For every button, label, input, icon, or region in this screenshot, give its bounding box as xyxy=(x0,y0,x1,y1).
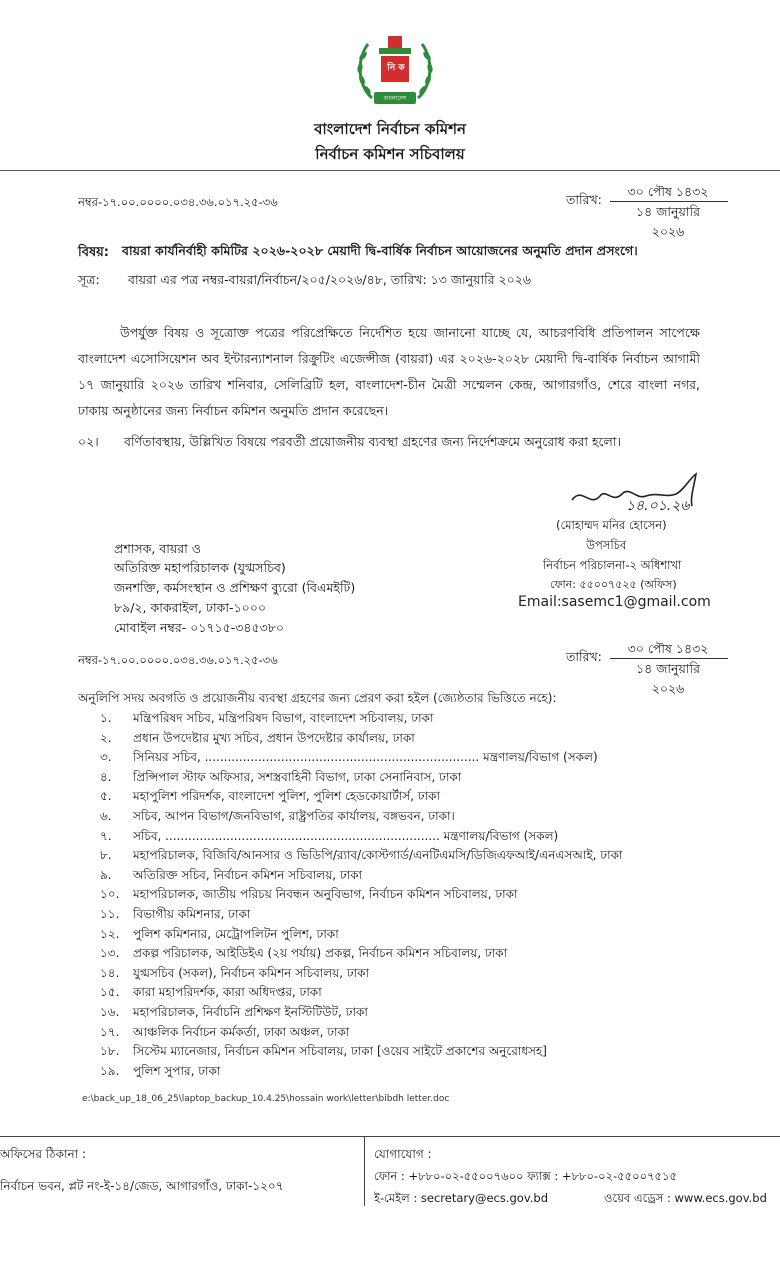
copy-item-number: ১১. xyxy=(100,907,120,921)
file-path: e:\back_up_18_06_25\laptop_backup_10.4.25\hossain work\letter\bibdh letter.doc xyxy=(82,1094,450,1104)
copy-item-number: ৭. xyxy=(100,828,112,843)
copy-item-number: ১৯. xyxy=(100,1063,120,1078)
reference-label: সূত্র: xyxy=(78,272,100,287)
copy-intro: অনুলিপি সদয় অবগতি ও প্রয়োজনীয় ব্যবস্থা গ্রহণের জন্য প্রেরণ করা হইল (জ্যেষ্ঠতার ভিত্তিতে নহে): xyxy=(78,691,557,705)
signatory-designation: উপসচিব xyxy=(586,538,627,552)
copy-item-text: সচিব, আপন বিভাগ/জনবিভাগ, রাষ্ট্রপতির কার্যালয়, বঙ্গভবন, ঢাকা। xyxy=(133,809,455,823)
copy-item-text: বিভাগীয় কমিশনার, ঢাকা xyxy=(133,907,251,921)
memo-number-copy: নম্বর-১৭.০০.০০০০.০৩৪.৩৬.০১৭.২৫-৩৬ xyxy=(78,653,278,667)
copy-item-text: অতিরিক্ত সচিব, নির্বাচন কমিশন সচিবালয়, ঢাকা xyxy=(133,867,363,882)
footer-vertical-divider xyxy=(364,1136,365,1206)
signatory-name: (মোহাম্মদ মনির হোসেন) xyxy=(556,518,667,532)
recipient-line-2: অতিরিক্ত মহাপরিচালক (যুগ্মসচিব) xyxy=(114,560,286,575)
footer-office-label: অফিসের ঠিকানা : xyxy=(0,1147,86,1161)
copy-item-text: মহাপরিচালক, জাতীয় পরিচয় নিবন্ধন অনুবিভাগ, নির্বাচন কমিশন সচিবালয়, ঢাকা xyxy=(133,887,518,902)
footer-office-address: নির্বাচন ভবন, প্লট নং-ই-১৪/জেড, আগারগাঁও, ঢাকা-১২০৭ xyxy=(0,1179,284,1193)
copy-item-number: ১৫. xyxy=(100,985,120,1000)
copy-item-number: ৪. xyxy=(100,769,112,784)
copy-item-text: মহাপরিচালক, নির্বাচনি প্রশিক্ষণ ইনস্টিটিউট, ঢাকা xyxy=(133,1005,368,1019)
body-paragraph-1: উপর্যুক্ত বিষয় ও সূত্রোক্ত পত্রের পরিপ্রেক্ষিতে নির্দেশিত হয়ে জানানো যাচ্ছে যে, আচরণবিধি প্রতিপালন সাপেক্ষে বাংলাদেশ এসোসিয়েশন অব ইন্টারন্যাশনাল রিক্রুটিং এজেন্সীজ (বায়রা) এর ২০২৬-২০২৮ মেয়াদী দ্বি-বার্ষিক নির্বাচন আগামী ১৭ জানুয়ারি ২০২৬ তারিখ শনিবার, সেলিব্রিটি হল, বাংলাদেশ-চীন মৈত্রী সম্মেলন কেন্দ্র, আগারগাঁও, শেরে বাংলা নগর, ঢাকায় অনুষ্ঠানের জন্য নির্বাচন কমিশন অনুমতি প্রদান করেছেন। xyxy=(78,325,700,418)
logo-letters: নি ক xyxy=(387,63,405,73)
copy-item-number: ৮. xyxy=(100,848,112,863)
copy-item-text: মন্ত্রিপরিষদ সচিব, মন্ত্রিপরিষদ বিভাগ, বাংলাদেশ সচিবালয়, ঢাকা xyxy=(133,711,434,725)
copy-item-text: কারা মহাপরিদর্শক, কারা অধিদপ্তর, ঢাকা xyxy=(133,985,322,1000)
memo-number: নম্বর-১৭.০০.০০০০.০৩৪.৩৬.০১৭.২৫-৩৬ xyxy=(78,195,278,209)
copy-item-number: ৬. xyxy=(100,809,112,823)
recipient-line-3: জনশক্তি, কর্মসংস্থান ও প্রশিক্ষণ ব্যুরো (বিএমইটি) xyxy=(114,580,356,595)
copy-item-text: প্রধান উপদেষ্টার মুখ্য সচিব, প্রধান উপদেষ্টার কার্যালয়, ঢাকা xyxy=(133,730,415,745)
date-english-copy: ১৪ জানুয়ারি ২০২৬ xyxy=(636,661,700,696)
copy-item-text: সিস্টেম ম্যানেজার, নির্বাচন কমিশন সচিবালয়, ঢাকা [ওয়েব সাইটে প্রকাশের অনুরোধসহ] xyxy=(133,1044,547,1059)
copy-item-text: পুলিশ কমিশনার, মেট্রোপলিটন পুলিশ, ঢাকা xyxy=(133,926,339,941)
date-english: ১৪ জানুয়ারি ২০২৬ xyxy=(636,204,700,239)
org-name: বাংলাদেশ নির্বাচন কমিশন xyxy=(314,120,466,138)
copy-item-text: পুলিশ সুপার, ঢাকা xyxy=(133,1063,221,1078)
recipient-line-4: ৮৯/২, কাকরাইল, ঢাকা-১০০০ xyxy=(114,600,266,615)
copy-item-text: সিনিয়র সচিব, ........................................................................ মন্ত্রণালয়/বিভাগ (সকল) xyxy=(133,750,598,765)
copy-item-number: ১৪. xyxy=(100,965,120,980)
copy-item-number: ১. xyxy=(100,711,112,725)
copy-item-text: আঞ্চলিক নির্বাচন কর্মকর্তা, ঢাকা অঞ্চল, ঢাকা xyxy=(133,1024,350,1039)
copy-item-number: ১৭. xyxy=(100,1024,120,1039)
recipient-line-1: প্রশাসক, বায়রা ও xyxy=(114,541,201,556)
reference-text: বায়রা এর পত্র নম্বর-বায়রা/নির্বাচন/২০৫/২০২৬/৪৮, তারিখ: ১৩ জানুয়ারি ২০২৬ xyxy=(128,272,532,287)
copy-item-number: ৯. xyxy=(100,867,112,882)
memo-date xyxy=(566,184,736,239)
date-label-copy: তারিখ: xyxy=(566,649,602,664)
memo-date-copy xyxy=(566,641,736,696)
signatory-branch: নির্বাচন পরিচালনা-২ অধিশাখা xyxy=(543,558,682,572)
date-label: তারিখ: xyxy=(566,192,602,207)
copy-item-text: মহাপরিচালক, বিজিবি/আনসার ও ভিডিপি/র‌্যাব/কোস্টগার্ড/এনটিএমসি/ডিজিএফআই/এনএসআই, ঢাকা xyxy=(133,848,623,863)
copy-item-text: মহাপুলিশ পরিদর্শক, বাংলাদেশ পুলিশ, পুলিশ হেডকোয়ার্টার্স, ঢাকা xyxy=(133,789,440,804)
copy-item-number: ১০. xyxy=(100,887,120,902)
logo-ribbon-text: বাংলাদেশ xyxy=(383,95,407,102)
signatory-email[interactable] xyxy=(518,594,711,610)
date-bangla: ৩০ পৌষ ১৪৩২ xyxy=(627,184,709,199)
copy-item-number: ১৮. xyxy=(100,1044,120,1059)
para2-number: ০২। xyxy=(78,434,99,449)
footer-divider xyxy=(0,1136,780,1137)
copy-item-number: ৩. xyxy=(100,750,112,765)
recipient-line-5: মোবাইল নম্বর- ০১৭১৫-৩৪৫৩৮০ xyxy=(114,620,285,635)
copy-item-number: ৫. xyxy=(100,789,112,804)
footer-contact-label: যোগাযোগ : xyxy=(374,1147,432,1161)
date-divider xyxy=(610,201,728,202)
copy-item-number: ২. xyxy=(100,730,112,745)
copy-item-text: যুগ্মসচিব (সকল), নির্বাচন কমিশন সচিবালয়, ঢাকা xyxy=(133,965,370,980)
copy-item-number: ১৬. xyxy=(100,1005,120,1019)
header-divider xyxy=(0,170,780,171)
signature-date: ১৪.০১.২৬ xyxy=(626,498,690,514)
copy-item-text: প্রকল্প পরিচালক, আইডিইএ (২য় পর্যায়) প্রকল্প, নির্বাচন কমিশন সচিবালয়, ঢাকা xyxy=(133,946,508,961)
copy-item-number: ১২. xyxy=(100,926,120,941)
footer-email[interactable]: ই-মেইল : secretary@ecs.gov.bd xyxy=(374,1191,548,1205)
copy-item-text: সচিব, ........................................................................ মন্ত্রণালয়/বিভাগ (সকল) xyxy=(133,828,559,843)
date-bangla-copy: ৩০ পৌষ ১৪৩২ xyxy=(627,641,709,656)
footer-website[interactable]: ওয়েব এড্রেস : www.ecs.gov.bd xyxy=(604,1191,767,1205)
signatory-email-text[interactable]: Email:sasemc1@gmail.com xyxy=(518,594,711,610)
date-divider-copy xyxy=(610,658,728,659)
signatory-phone: ফোন: ৫৫০০৭৫২৫ (অফিস) xyxy=(550,578,677,591)
copy-item-text: প্রিন্সিপাল স্টাফ অফিসার, সশস্ত্রবাহিনী বিভাগ, ঢাকা সেনানিবাস, ঢাকা xyxy=(133,769,462,784)
subject-label: বিষয়: xyxy=(78,245,109,260)
subject-text: বায়রা কার্যনির্বাহী কমিটির ২০২৬-২০২৮ মেয়াদী দ্বি-বার্ষিক নির্বাচন আয়োজনের অনুমতি প্রদান প্রসংগে। xyxy=(122,243,638,258)
dept-name: নির্বাচন কমিশন সচিবালয় xyxy=(315,145,465,163)
copy-item-number: ১৩. xyxy=(100,946,120,961)
body-paragraph-2: বর্ণিতাবস্থায়, উল্লিখিত বিষয়ে পরবর্তী প্রয়োজনীয় ব্যবস্থা গ্রহণের জন্য নির্দেশক্রমে অনুরোধ করা হলো। xyxy=(124,434,621,449)
footer-phone-fax: ফোন : +৮৮০-০২-৫৫০০৭৬০০ ফ্যাক্স : +৮৮০-০২-৫৫০০৭৫১৫ xyxy=(374,1169,677,1183)
